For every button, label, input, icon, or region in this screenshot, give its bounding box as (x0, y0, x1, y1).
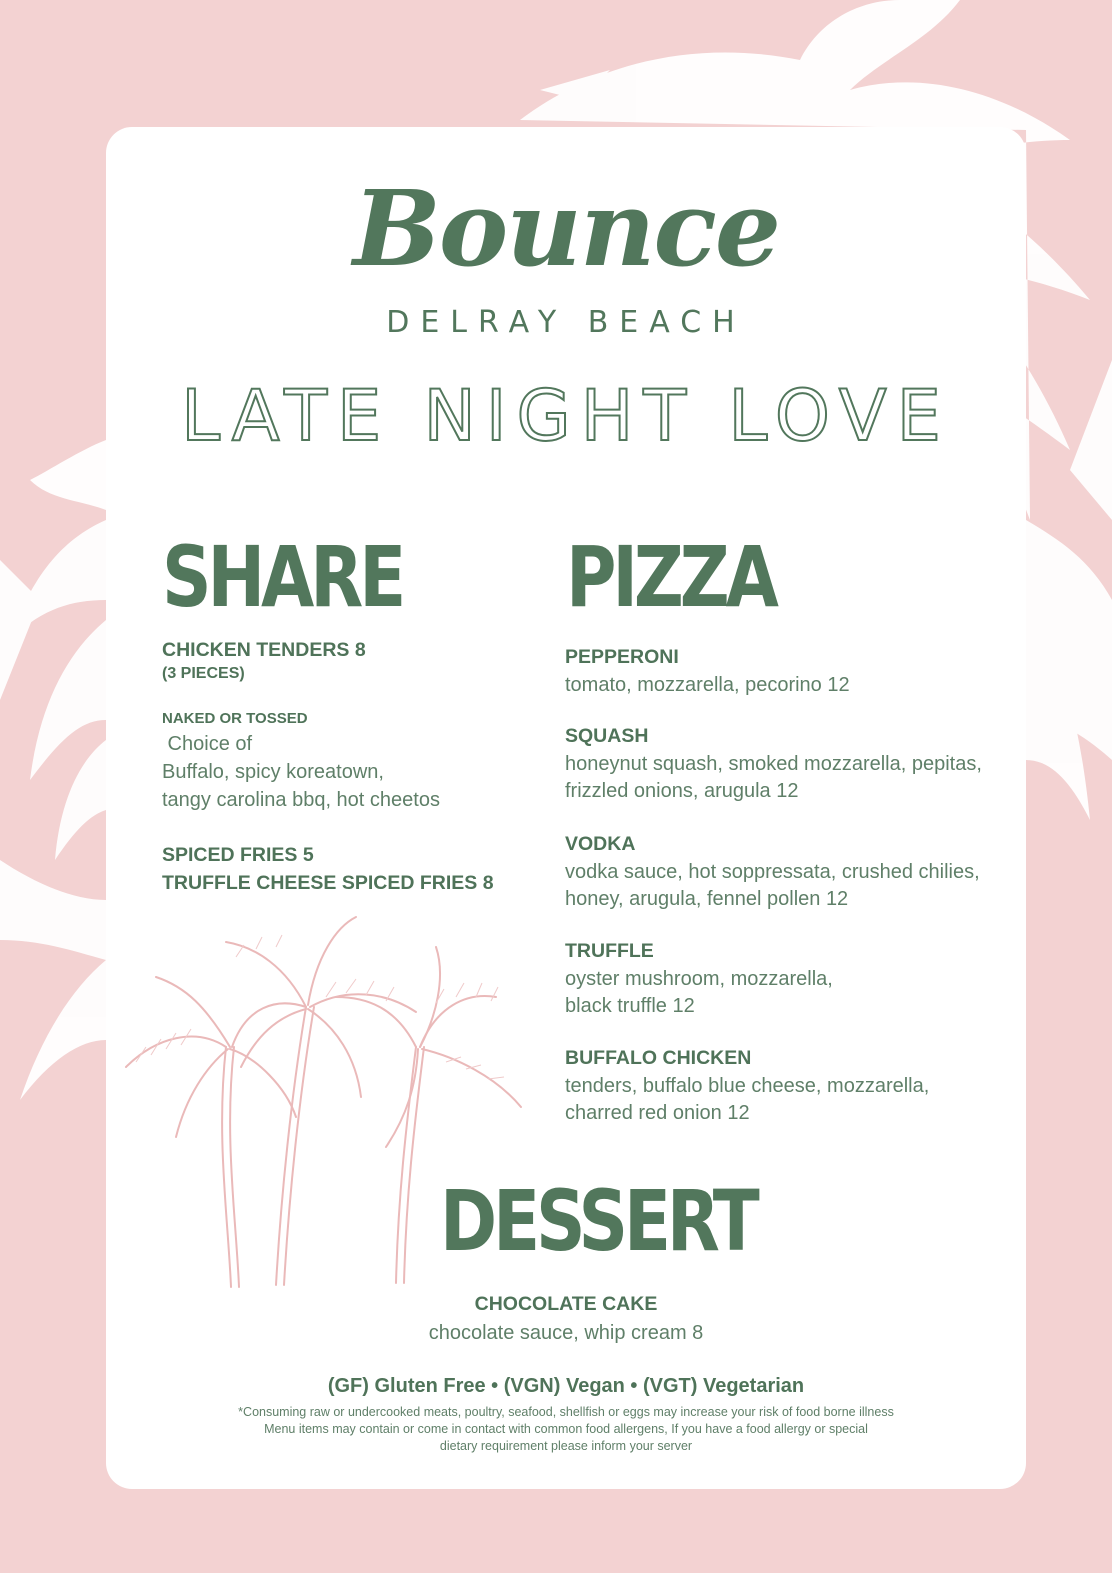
pizza-item-name: SQUASH (565, 725, 649, 747)
pizza-item-desc: tenders, buffalo blue cheese, mozzarella, (565, 1075, 930, 1097)
pizza-item-name: BUFFALO CHICKEN (565, 1047, 752, 1069)
dessert-item-desc: chocolate sauce, whip cream 8 (428, 1322, 704, 1344)
brand-logo: Bounce (353, 167, 779, 290)
pizza-item-desc: vodka sauce, hot soppressata, crushed chilies, (565, 861, 980, 883)
pizza-item-desc: black truffle 12 (565, 995, 695, 1017)
dessert-heading: DESSERT (440, 1172, 756, 1270)
pizza-item-desc: frizzled onions, arugula 12 (565, 780, 799, 802)
pizza-item-desc: honey, arugula, fennel pollen 12 (565, 888, 849, 910)
sauce-choice-line: tangy carolina bbq, hot cheetos (162, 789, 440, 811)
pizza-heading: PIZZA (566, 528, 775, 626)
naked-or-tossed-label: NAKED OR TOSSED (162, 710, 308, 727)
pizza-item-desc: charred red onion 12 (565, 1102, 750, 1124)
menu-title: LATE NIGHT LOVE (181, 375, 951, 457)
dessert-item-name: CHOCOLATE CAKE (474, 1293, 658, 1315)
chicken-tenders-name: CHICKEN TENDERS 8 (162, 639, 366, 661)
pizza-item-desc: oyster mushroom, mozzarella, (565, 968, 833, 990)
truffle-cheese-fries: TRUFFLE CHEESE SPICED FRIES 8 (162, 872, 494, 894)
brand-location: DELRAY BEACH (386, 305, 746, 340)
pizza-item-name: TRUFFLE (565, 940, 654, 962)
pizza-item-desc: tomato, mozzarella, pecorino 12 (565, 674, 850, 696)
allergen-notice-line: *Consuming raw or undercooked meats, poultry, seafood, shellfish or eggs may increase your risk of food borne illness (238, 1405, 894, 1419)
allergen-notice (106, 1404, 1026, 1455)
share-heading: SHARE (162, 528, 403, 626)
pizza-item-desc: honeynut squash, smoked mozzarella, pepitas, (565, 753, 982, 775)
allergen-notice-line: dietary requirement please inform your server (439, 1439, 693, 1453)
menu-card (106, 127, 1026, 1489)
pizza-item-name: PEPPERONI (565, 646, 679, 668)
sauce-choice-line: Choice of (162, 733, 253, 755)
pizza-item-name: VODKA (565, 833, 636, 855)
spiced-fries: SPICED FRIES 5 (162, 844, 314, 866)
allergen-notice-line: Menu items may contain or come in contact with common food allergens, If you have a food allergy or special (264, 1422, 868, 1436)
dietary-legend: (GF) Gluten Free • (VGN) Vegan • (VGT) Vegetarian (327, 1375, 805, 1397)
chicken-tenders-pieces: (3 PIECES) (162, 665, 245, 682)
sauce-choice-line: Buffalo, spicy koreatown, (162, 761, 384, 783)
